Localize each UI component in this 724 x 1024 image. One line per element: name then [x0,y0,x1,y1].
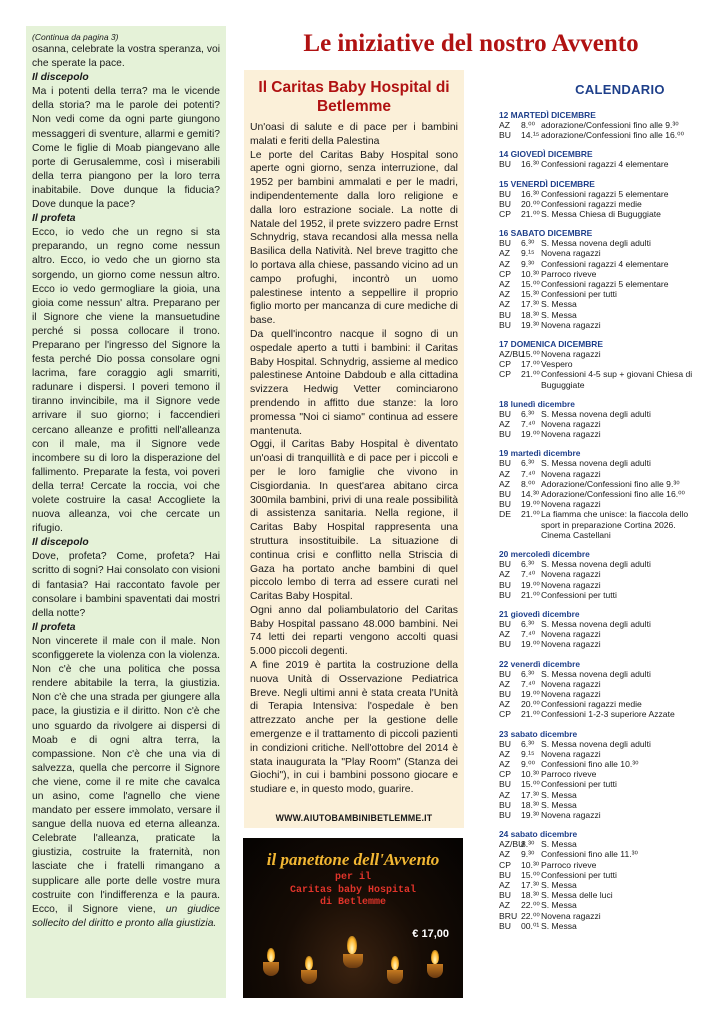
calendar-event [499,479,704,489]
event-place: BRU [499,910,518,921]
event-time: 15.⁰⁰ [521,869,540,880]
event-place: BU [499,309,511,320]
event-place: AZ [499,748,510,759]
event-time: 18.³⁰ [521,309,540,320]
dialogue-block [32,536,220,621]
event-time: 6.³⁰ [521,618,535,629]
flame-icon [391,956,399,970]
event-place: AZ [499,629,510,640]
event-time: 9.³⁰ [521,258,535,269]
calendar-event [499,499,704,509]
dialogue-text: Ecco, io vedo che un regno si sta preparando, un regno come nessun altro. Ecco, io vedo che un giorno sta sorgendo, un giorno come nessun altro. Ecco io vedo germogliare la gioia, una gioia come nessun' altra. Preparano per il Signore che viene la mansuetudine perché si possa collocare il trono. Preparano per l'ingresso del Signore la festa perché Dio possa consolare ogni lacrima, fare coraggio agli smarriti, radunare i dispersi. I poveri temono il tiranno invincibile, ma il Signore vede arrivare il suo giorno; i faccendieri cercano alleanze e profitti nell'alleanza con il male, ma il Signore vede incombere su di loro la disperazione del fallimento. Preparate la festa, voi poveri della terra! Cercate la roccia, voi che volete costruire la casa! Accogliete la nuova alleanza, voi che cercate un rifugio. [32,227,220,535]
event-description: adorazione/Confessioni fino alle 16.⁰⁰ [541,130,685,141]
event-description: Parroco riveve [541,859,597,870]
article-paragraph: Ogni anno dal poliambulatorio del Caritas Baby Hospital passano 48.000 bambini. Nei 74 letti dei reparti vengono accolti quasi 5.000 piccoli degenti. [250,604,458,658]
calendar-event [499,238,704,248]
calendar-event [499,269,704,279]
event-place: CP [499,268,511,279]
event-description: Novena ragazzi [541,429,601,440]
article-paragraph: Oggi, il Caritas Baby Hospital è diventato un'oasi di tranquillità e di pace per i piccoli e per le loro famiglie che vivono in Cisgiordania. In quest'area abitano circa 300mila bambini, privi di una reale possibilità di assistenza sanitaria. Nella regione, il Caritas Baby Hospital rappresenta una struttura insostituibile. La situazione di continua crisi e conflitto nella Striscia di Gaza ha portato anche bambini di quel piccolo lembo di terra ad essere curati nel Caritas Baby Hospital. [250,439,458,603]
event-time: 00.⁰¹ [521,920,540,931]
event-place: AZ [499,478,510,489]
calendar-list [499,110,704,940]
calendar-event [499,159,704,169]
event-place: AZ [499,289,510,300]
dialogue-text [32,635,220,931]
event-description: Confessioni ragazzi 4 elementare [541,159,669,170]
calendar-event [499,890,704,900]
calendar-day [499,149,704,169]
article-paragraph: Le porte del Caritas Baby Hospital sono aperte ogni giorno, senza interruzione, dal 1952 per bambini ammalati e per le madri, indipendentemente dalla loro religione e dalla loro estrazione sociale. La notte di Natale del 1952, il prete svizzero padre Ernst Schnydrig, stava recandosi alla messa nella Basilica della Natività. Nel breve tragitto che lo portava alla chiese, passando vicino ad un campo profughi, incontrò un uomo palestinese intento a seppellire il proprio figlio morto per mancanza di cure mediche di base. [250,149,458,327]
event-place: CP [499,769,511,780]
calendar-event [499,769,704,779]
event-place: BU [499,668,511,679]
panettone-price: € 17,00 [412,928,449,940]
event-place: AZ [499,299,510,310]
calendar-day-heading: 23 sabato dicembre [499,728,578,739]
event-time: 10.³⁰ [521,859,540,870]
candle-icon [343,954,363,968]
event-time: 7.⁴⁰ [521,419,536,430]
event-place: CP [499,359,511,370]
calendar-event [499,289,704,299]
event-time: 15.⁰⁰ [521,779,540,790]
calendar-event [499,469,704,479]
calendar-event [499,369,704,389]
event-place: BU [499,799,511,810]
event-place: AZ [499,569,510,580]
calendar-day-heading: 18 lunedì dicembre [499,398,575,409]
article-paragraph: A fine 2019 è partita la costruzione della nuova Unità di Osservazione Pediatrica Breve. Negli ultimi anni è stata creata l'Unità di Terapia Intensiva: l'ospedale è ben attrezzato anche per la gestione delle emergenze e il trattamento di piccoli pazienti in condizioni critiche. Nell'ottobre del 2014 è stata inaugurata la "Play Room" (Stanza dei Giochi"), in cui i bambini possono giocare e studiare e, in questo modo, guarire. [250,660,458,796]
calendar-event [499,759,704,769]
calendar-event [499,569,704,579]
event-place: AZ [499,419,510,430]
calendar-event [499,409,704,419]
calendar-event [499,900,704,910]
calendar-event [499,299,704,309]
event-place: CP [499,209,511,220]
ending-italic: un giudice sollecito del diritto e pronto alla giustizia. [32,903,220,929]
event-place: AZ [499,678,510,689]
flame-icon [305,956,313,970]
event-place: BU [499,159,511,170]
event-time: 16.³⁰ [521,159,540,170]
event-description: Novena ragazzi [541,688,601,699]
event-description: Confessioni 4-5 sup + giovani Chiesa di Buguggiate [541,369,693,390]
calendar-day-heading: 12 MARTEDÌ DICEMBRE [499,110,596,120]
event-place: BU [499,499,511,510]
event-time: 21.⁰⁰ [521,589,540,600]
event-place: BU [499,890,511,901]
candle-icon [301,970,317,984]
calendar-day [499,609,704,650]
event-time: 19.⁰⁰ [521,499,540,510]
dialogue-text-part: Non vincerete il male con il male. Non sconfiggerete la violenza con la violenza. Non c'è che una politica che possa rendere abitabile la terra, la giustizia. Non c'è che una strada per giungere alla pace, la giustizia e il diritto. Non c'è che uno sguardo da rivolgere ai dispersi di Moab e di ogni altra terra, la compassione. Non c'è che una via di salvezza, quella che percorre il Signore che viene, come il re mite che cavalca un asino, come l'agnello che viene mandato per essere immolato, versare il sangue della nuova ed eterna alleanza. Celebrate l'alleanza, praticate la giustizia, costruite la fraternità, non lasciate che i fratelli rimangano a supplicare alle porte delle vostre mura costruite con l'indifferenza e la paura. Ecco, il Signore viene, [32,635,220,915]
flame-icon [347,936,357,954]
speaker-label: Il profeta [32,213,76,225]
event-time: 14.¹⁵ [521,130,540,141]
article-body [250,121,458,797]
event-place: BU [499,408,511,419]
calendar-event [499,359,704,369]
event-time: 22.⁰⁰ [521,910,540,921]
event-time: 8.⁰⁰ [521,478,536,489]
event-description: S. Messa Chiesa di Buguggiate [541,209,661,220]
calendar-event [499,699,704,709]
event-description: Novena ragazzi [541,349,601,360]
calendar-event [499,709,704,719]
event-description: S. Messa [541,789,577,800]
calendar-event [499,880,704,890]
event-place: BU [499,589,511,600]
dialogue-text: Dove, profeta? Come, profeta? Hai scritto di sogni? Hai consolato con visioni di fantasia? Hai raccontato favole per consolare i bambini spaventati dai mostri della notte? [32,551,220,619]
event-time: 21.⁰⁰ [521,509,540,520]
event-description: Vespero [541,359,573,370]
event-description: Novena ragazzi [541,499,601,510]
event-description: Novena ragazzi [541,629,601,640]
calendar-event [499,849,704,859]
speaker-label: Il discepolo [32,537,89,549]
calendar-day [499,729,704,821]
event-place: AZ [499,468,510,479]
calendar-event [499,839,704,849]
event-time: 6.³⁰ [521,668,535,679]
flame-icon [267,948,275,962]
event-place: BU [499,429,511,440]
speaker-label: Il profeta [32,621,76,633]
event-place: BU [499,639,511,650]
event-time: 17.³⁰ [521,879,540,890]
event-description: Confessioni per tutti [541,779,617,790]
event-place: BU [499,920,511,931]
event-description: Confessioni ragazzi 5 elementare [541,279,669,290]
event-description: S. Messa [541,879,577,890]
event-place: BU [499,779,511,790]
panettone-title: il panettone dell'Avvento [266,850,440,869]
event-description: Confessioni ragazzi 5 elementare [541,188,669,199]
calendar-event [499,870,704,880]
article-title: Il Caritas Baby Hospital di Betlemme [258,79,450,115]
event-place: AZ [499,699,510,710]
event-place: BU [499,559,511,570]
event-time: 10.³⁰ [521,268,540,279]
calendar-title: CALENDARIO [575,82,665,97]
event-place: AZ/BU [499,839,525,850]
calendar-day [499,829,704,931]
event-place: BU [499,869,511,880]
dialogue-block [32,71,220,212]
event-time: 17.³⁰ [521,789,540,800]
event-description: Novena ragazzi [541,910,601,921]
event-description: Novena ragazzi [541,319,601,330]
event-place: BU [499,188,511,199]
event-description: S. Messa novena degli adulti [541,668,651,679]
event-description: La fiamma che unisce: la fiaccola dello sport in preparazione Cortina 2026. Cinema Castellani [541,509,689,540]
candle-icon [387,970,403,984]
event-description: Novena ragazzi [541,248,601,259]
event-description: Confessioni per tutti [541,289,617,300]
event-time: 17.⁰⁰ [521,359,540,370]
calendar-event [499,209,704,219]
calendar-event [499,320,704,330]
calendar-event [499,619,704,629]
event-description: Confessioni fino alle 11.³⁰ [541,849,638,860]
calendar-event [499,921,704,931]
event-time: 9.³⁰ [521,849,535,860]
event-description: S. Messa [541,920,577,931]
candle-icon [263,962,279,976]
calendar-event [499,248,704,258]
event-time: 6.³⁰ [521,559,535,570]
calendar-day-heading: 24 sabato dicembre [499,829,578,840]
calendar-day-heading: 19 martedì dicembre [499,448,581,459]
event-description: Novena ragazzi [541,639,601,650]
dialogue-text: Ma i potenti della terra? ma le vicende della storia? ma le parole dei potenti? Non vedi come da ogni parte giungono messaggeri di sventure, allarmi e gemiti? Come le figlie di Moab piangevano alle porte di Gerusalemme, così i miserabili della terra piangono per la loro terra inabitabile. Dove dunque la fiducia? Dove dunque la pace? [32,86,220,211]
event-description: Confessioni ragazzi medie [541,198,642,209]
event-time: 9.¹⁵ [521,748,535,759]
event-place: BU [499,579,511,590]
event-description: S. Messa [541,799,577,810]
event-time: 7.⁴⁰ [521,678,536,689]
event-time: 18.³⁰ [521,890,540,901]
event-description: Novena ragazzi [541,569,601,580]
event-time: 19.³⁰ [521,319,540,330]
event-time: 6.³⁰ [521,238,535,249]
calendar-event [499,559,704,569]
candle-icon [427,964,443,978]
event-time: 15.⁰⁰ [521,349,540,360]
event-time: 6.³⁰ [521,738,535,749]
calendar-event [499,639,704,649]
event-description: Confessioni ragazzi medie [541,699,642,710]
event-description: Confessioni fino alle 10.³⁰ [541,758,639,769]
event-time: 19.⁰⁰ [521,688,540,699]
calendar-event [499,419,704,429]
event-time: 9.⁰⁰ [521,758,536,769]
event-description: Adorazione/Confessioni fino alle 9.³⁰ [541,478,680,489]
event-time: 7.⁴⁰ [521,629,536,640]
event-place: BU [499,738,511,749]
event-place: AZ [499,279,510,290]
calendar-event [499,429,704,439]
calendar-event [499,779,704,789]
continued-note: (Continua da pagina 3) [32,32,119,42]
calendar-event [499,310,704,320]
event-time: 19.⁰⁰ [521,639,540,650]
event-description: S. Messa delle luci [541,890,613,901]
event-description: Adorazione/Confessioni fino alle 16.⁰⁰ [541,489,685,500]
calendar-event [499,810,704,820]
event-time: 20.⁰⁰ [521,198,540,209]
event-time: 6.³⁰ [521,408,535,419]
event-place: AZ [499,900,510,911]
calendar-event [499,629,704,639]
event-description: adorazione/Confessioni fino alle 9.³⁰ [541,120,679,130]
calendar-event [499,189,704,199]
event-description: Parroco riveve [541,268,597,279]
event-description: S. Messa [541,900,577,911]
event-description: S. Messa [541,839,577,850]
calendar-day-heading: 15 VENERDÌ DICEMBRE [499,178,595,189]
page-title: Le iniziative del nostro Avvento [303,30,639,57]
event-time: 21.⁰⁰ [521,369,540,380]
event-place: CP [499,709,511,720]
calendar-day [499,228,704,330]
event-place: AZ [499,879,510,890]
panettone-subtitle: per il Caritas baby Hospital di Betlemme [289,872,417,908]
event-description: S. Messa novena degli adulti [541,559,651,570]
calendar-event [499,199,704,209]
calendar-event [499,580,704,590]
event-description: S. Messa novena degli adulti [541,458,651,469]
calendar-event [499,669,704,679]
event-description: S. Messa novena degli adulti [541,618,651,629]
event-description: Confessioni per tutti [541,589,617,600]
event-time: 21.⁰⁰ [521,209,540,220]
calendar-event [499,279,704,289]
event-description: S. Messa novena degli adulti [541,408,651,419]
flame-icon [431,950,439,964]
event-place: AZ [499,758,510,769]
dialogue-block [32,212,220,536]
calendar-day [499,659,704,720]
calendar-day [499,179,704,220]
calendar-day [499,549,704,600]
calendar-day-heading: 20 mercoledì dicembre [499,549,590,560]
panettone-ad [243,838,463,998]
event-time: 7.⁴⁰ [521,468,536,479]
event-description: S. Messa [541,299,577,310]
event-description: S. Messa novena degli adulti [541,738,651,749]
event-place: BU [499,238,511,249]
event-time: 16.³⁰ [521,188,540,199]
event-time: 17.³⁰ [521,299,540,310]
event-place: BU [499,809,511,820]
event-description: Confessioni 1-2-3 superiore Azzate [541,709,675,720]
event-description: Confessioni per tutti [541,869,617,880]
event-place: AZ [499,258,510,269]
calendar-event [499,800,704,810]
event-place: BU [499,198,511,209]
event-time: 7.⁴⁰ [521,569,536,580]
calendar-day-heading: 17 DOMENICA DICEMBRE [499,339,603,350]
event-place: CP [499,859,511,870]
event-time: 19.⁰⁰ [521,429,540,440]
event-time: 19.³⁰ [521,809,540,820]
calendar-day [499,339,704,390]
calendar-event [499,509,704,540]
calendar-event [499,911,704,921]
event-description: Novena ragazzi [541,678,601,689]
event-time: 20.⁰⁰ [521,699,540,710]
event-place: AZ [499,120,510,130]
event-description: Novena ragazzi [541,809,601,820]
calendar-day-heading: 14 GIOVEDÌ DICEMBRE [499,149,593,160]
event-time: 8.³⁰ [521,839,535,850]
event-time: 14.³⁰ [521,489,540,500]
event-place: BU [499,458,511,469]
event-time: 18.³⁰ [521,799,540,810]
event-place: DE [499,509,511,520]
event-place: BU [499,489,511,500]
website-link[interactable]: WWW.AIUTOBAMBINIBETLEMME.IT [275,813,433,823]
event-time: 15.⁰⁰ [521,279,540,290]
event-place: AZ [499,248,510,259]
dialogue-block [32,621,220,931]
article-paragraph: Un'oasi di salute e di pace per i bambini malati e feriti della Palestina [250,122,458,147]
event-time: 6.³⁰ [521,458,535,469]
event-time: 15.³⁰ [521,289,540,300]
event-description: Parroco riveve [541,769,597,780]
intro-text: osanna, celebrate la vostra speranza, voi che sperate la pace. [32,44,220,70]
calendar-day [499,448,704,540]
calendar-event [499,679,704,689]
calendar-day-heading: 21 giovedì dicembre [499,608,580,619]
calendar-day-heading: 22 venerdì dicembre [499,658,580,669]
event-time: 21.⁰⁰ [521,709,540,720]
event-time: 19.⁰⁰ [521,579,540,590]
event-description: Novena ragazzi [541,468,601,479]
event-place: BU [499,130,511,141]
calendar-day-heading: 16 SABATO DICEMBRE [499,228,593,239]
event-place: AZ/BU [499,349,525,360]
calendar-event [499,349,704,359]
speaker-label: Il discepolo [32,72,89,84]
event-place: BU [499,618,511,629]
event-time: 8.⁰⁰ [521,120,536,130]
calendar-event [499,590,704,600]
calendar-event [499,739,704,749]
calendar-event [499,458,704,468]
calendar-day [499,110,704,140]
event-place: BU [499,688,511,699]
calendar-event [499,860,704,870]
caritas-article [244,70,464,828]
calendar-event [499,749,704,759]
calendar-event [499,120,704,130]
event-time: 22.⁰⁰ [521,900,540,911]
event-description: Novena ragazzi [541,579,601,590]
event-place: BU [499,319,511,330]
calendar-event [499,259,704,269]
event-description: Confessioni ragazzi 4 elementare [541,258,669,269]
article-paragraph: Da quell'incontro nacque il sogno di un ospedale aperto a tutti i bambini: il Caritas Baby Hospital. Schnydrig, assieme al medico palestinese Antoine Dabdoub e alla cittadina svizzera Hedwig Vetter cominciarono prendendo in affitto due stanze: la loro promessa "Noi ci siamo" continua ad essere mantenuta. [250,328,458,437]
event-description: S. Messa novena degli adulti [541,238,651,249]
event-place: AZ [499,849,510,860]
calendar-event [499,489,704,499]
event-place: AZ [499,789,510,800]
event-time: 9.¹⁵ [521,248,535,259]
event-time: 10.³⁰ [521,769,540,780]
calendar-event [499,790,704,800]
event-description: Novena ragazzi [541,748,601,759]
calendar-event [499,689,704,699]
left-column [26,26,226,998]
event-description: S. Messa [541,309,577,320]
event-description: Novena ragazzi [541,419,601,430]
event-place: CP [499,369,511,380]
calendar-event [499,130,704,140]
calendar-day [499,399,704,440]
